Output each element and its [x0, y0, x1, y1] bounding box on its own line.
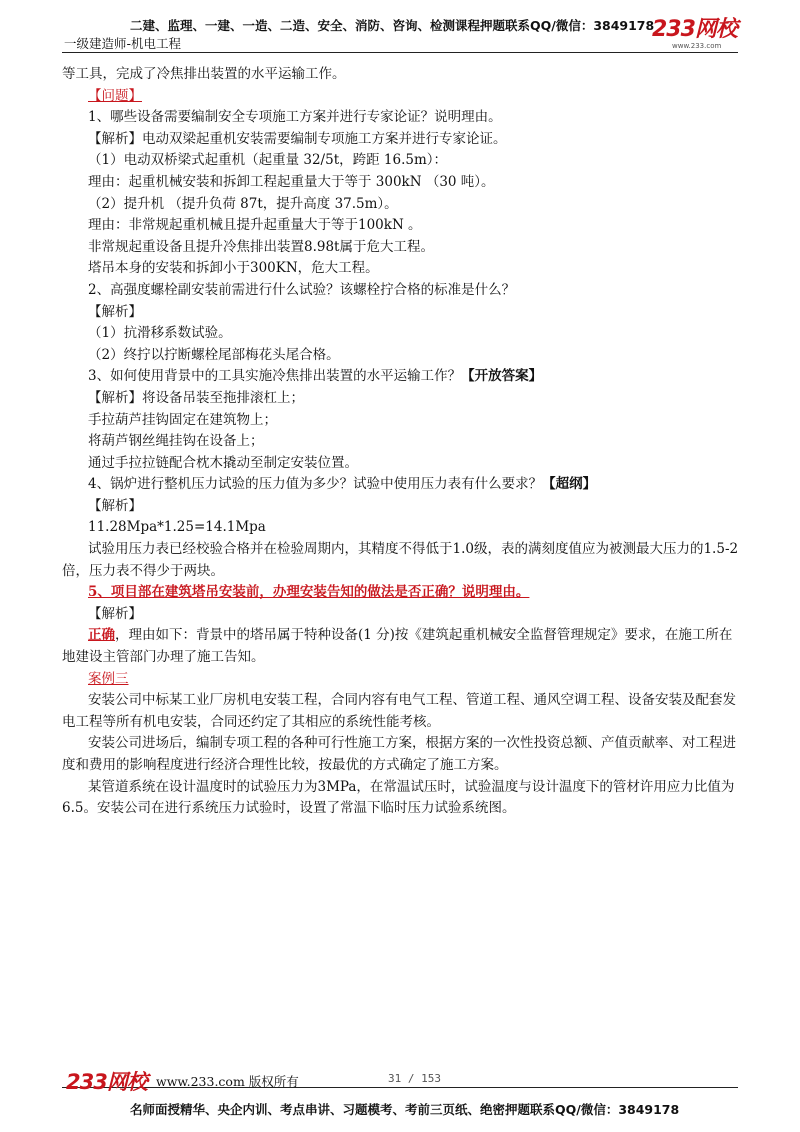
question-3	[62, 366, 740, 388]
header-divider	[62, 52, 738, 53]
document-body	[62, 64, 740, 820]
question-4	[62, 474, 740, 496]
paragraph: 等工具，完成了冷焦排出装置的水平运输工作。	[62, 66, 346, 82]
answer-line: （1）电动双桥梁式起重机（起重量 32/5t，跨距 16.5m）：	[88, 152, 448, 169]
case-heading: 案例三	[88, 670, 129, 687]
analysis-label: 【解析】	[88, 605, 142, 622]
analysis-label: 【解析】	[88, 130, 142, 147]
question-5: 5、项目部在建筑塔吊安装前，办理安装告知的做法是否正确？说明理由。	[88, 584, 530, 601]
question-text: 3、如何使用背景中的工具实施冷焦排出装置的水平运输工作？	[88, 368, 462, 385]
answer-line: 理由：起重机械安装和拆卸工程起重量大于等于 300kN （30 吨）。	[88, 173, 495, 190]
case-paragraph: 安装公司中标某工业厂房机电安装工程，合同内容有电气工程、管道工程、通风空调工程、设备安装及配套发电工程等所有机电安装，合同还约定了其相应的系统性能考核。	[62, 692, 736, 730]
question-1: 1、哪些设备需要编制安全专项施工方案并进行专家论证？说明理由。	[88, 109, 502, 126]
answer-line: 塔吊本身的安装和拆卸小于300KN，危大工程。	[88, 260, 379, 277]
header-promo-line: 二建、监理、一建、一造、二造、安全、消防、咨询、检测课程押题联系QQ/微信：3849178	[130, 18, 655, 33]
question-text: 4、锅炉进行整机压力试验的压力值为多少？试验中使用压力表有什么要求？	[88, 476, 543, 493]
case-paragraph: 某管道系统在设计温度时的试验压力为3MPa，在常温试压时，试验温度与设计温度下的管材许用应力比值为6.5。安装公司在进行系统压力试验时，设置了常温下临时压力试验系统图。	[62, 778, 735, 817]
answer-paragraph	[62, 625, 740, 668]
answer-1	[62, 129, 740, 151]
answer-line: （2）提升机 （提升负荷 87t，提升高度 37.5m）。	[88, 195, 398, 212]
answer-line: 理由：非常规起重机械且提升起重量大于等于100kN 。	[88, 217, 422, 234]
answer-verdict: 正确	[88, 627, 115, 644]
answer-line: （2）终拧以拧断螺栓尾部梅花头尾合格。	[88, 346, 340, 363]
answer-line: （1）抗滑移系数试验。	[88, 325, 232, 342]
question-tag: 【超纲】	[542, 476, 597, 493]
analysis-label: 【解析】	[88, 497, 142, 514]
question-tag: 【开放答案】	[461, 368, 543, 385]
answer-line: 非常规起重设备且提升冷焦排出装置8.98t属于危大工程。	[88, 238, 434, 255]
footer-promo-line: 名师面授精华、央企内训、考点串讲、习题模考、考前三页纸、绝密押题联系QQ/微信：3849178	[130, 1102, 680, 1117]
brand-logo	[652, 18, 742, 48]
answer-paragraph: 试验用压力表已经校验合格并在检验周期内，其精度不得低于1.0级，表的满刻度值应为被测最大压力的1.5-2倍，压力表不得少于两块。	[62, 541, 739, 579]
question-2: 2、高强度螺栓副安装前需进行什么试验？该螺栓拧合格的标准是什么？	[88, 281, 516, 298]
footer-logo: 233网校	[66, 1070, 147, 1094]
answer-line: 手拉葫芦挂钩固定在建筑物上；	[88, 411, 277, 428]
answer-text: 电动双梁起重机安装需要编制专项施工方案并进行专家论证。	[142, 130, 507, 147]
answer-line: 11.28Mpa*1.25=14.1Mpa	[88, 519, 266, 536]
logo-url: www.233.com	[672, 42, 722, 50]
section-heading-questions: 【问题】	[88, 87, 142, 104]
case-paragraph: 安装公司进场后，编制专项工程的各种可行性施工方案，根据方案的一次性投资总额、产值贡献率、对工程进度和费用的影响程度进行经济合理性比较，按最优的方式确定了施工方案。	[62, 735, 736, 773]
page-number: 31 / 153	[388, 1072, 441, 1085]
logo-text: 233网校	[652, 17, 737, 42]
header-subtitle: 一级建造师-机电工程	[64, 36, 182, 51]
analysis-label: 【解析】	[88, 303, 142, 320]
analysis-label: 【解析】	[88, 389, 142, 406]
answer-line: 通过手拉拉链配合枕木撬动至制定安装位置。	[88, 454, 358, 471]
answer-3	[62, 388, 740, 410]
answer-line: 将葫芦钢丝绳挂钩在设备上；	[88, 433, 264, 450]
footer-copyright: www.233.com 版权所有	[156, 1074, 299, 1089]
answer-text: 将设备吊装至拖排滚杠上；	[142, 389, 304, 406]
answer-text: ，理由如下：背景中的塔吊属于特种设备(1 分)按《建筑起重机械安全监督管理规定》要求，在施工所在地建设主管部门办理了施工告知。	[62, 627, 733, 666]
